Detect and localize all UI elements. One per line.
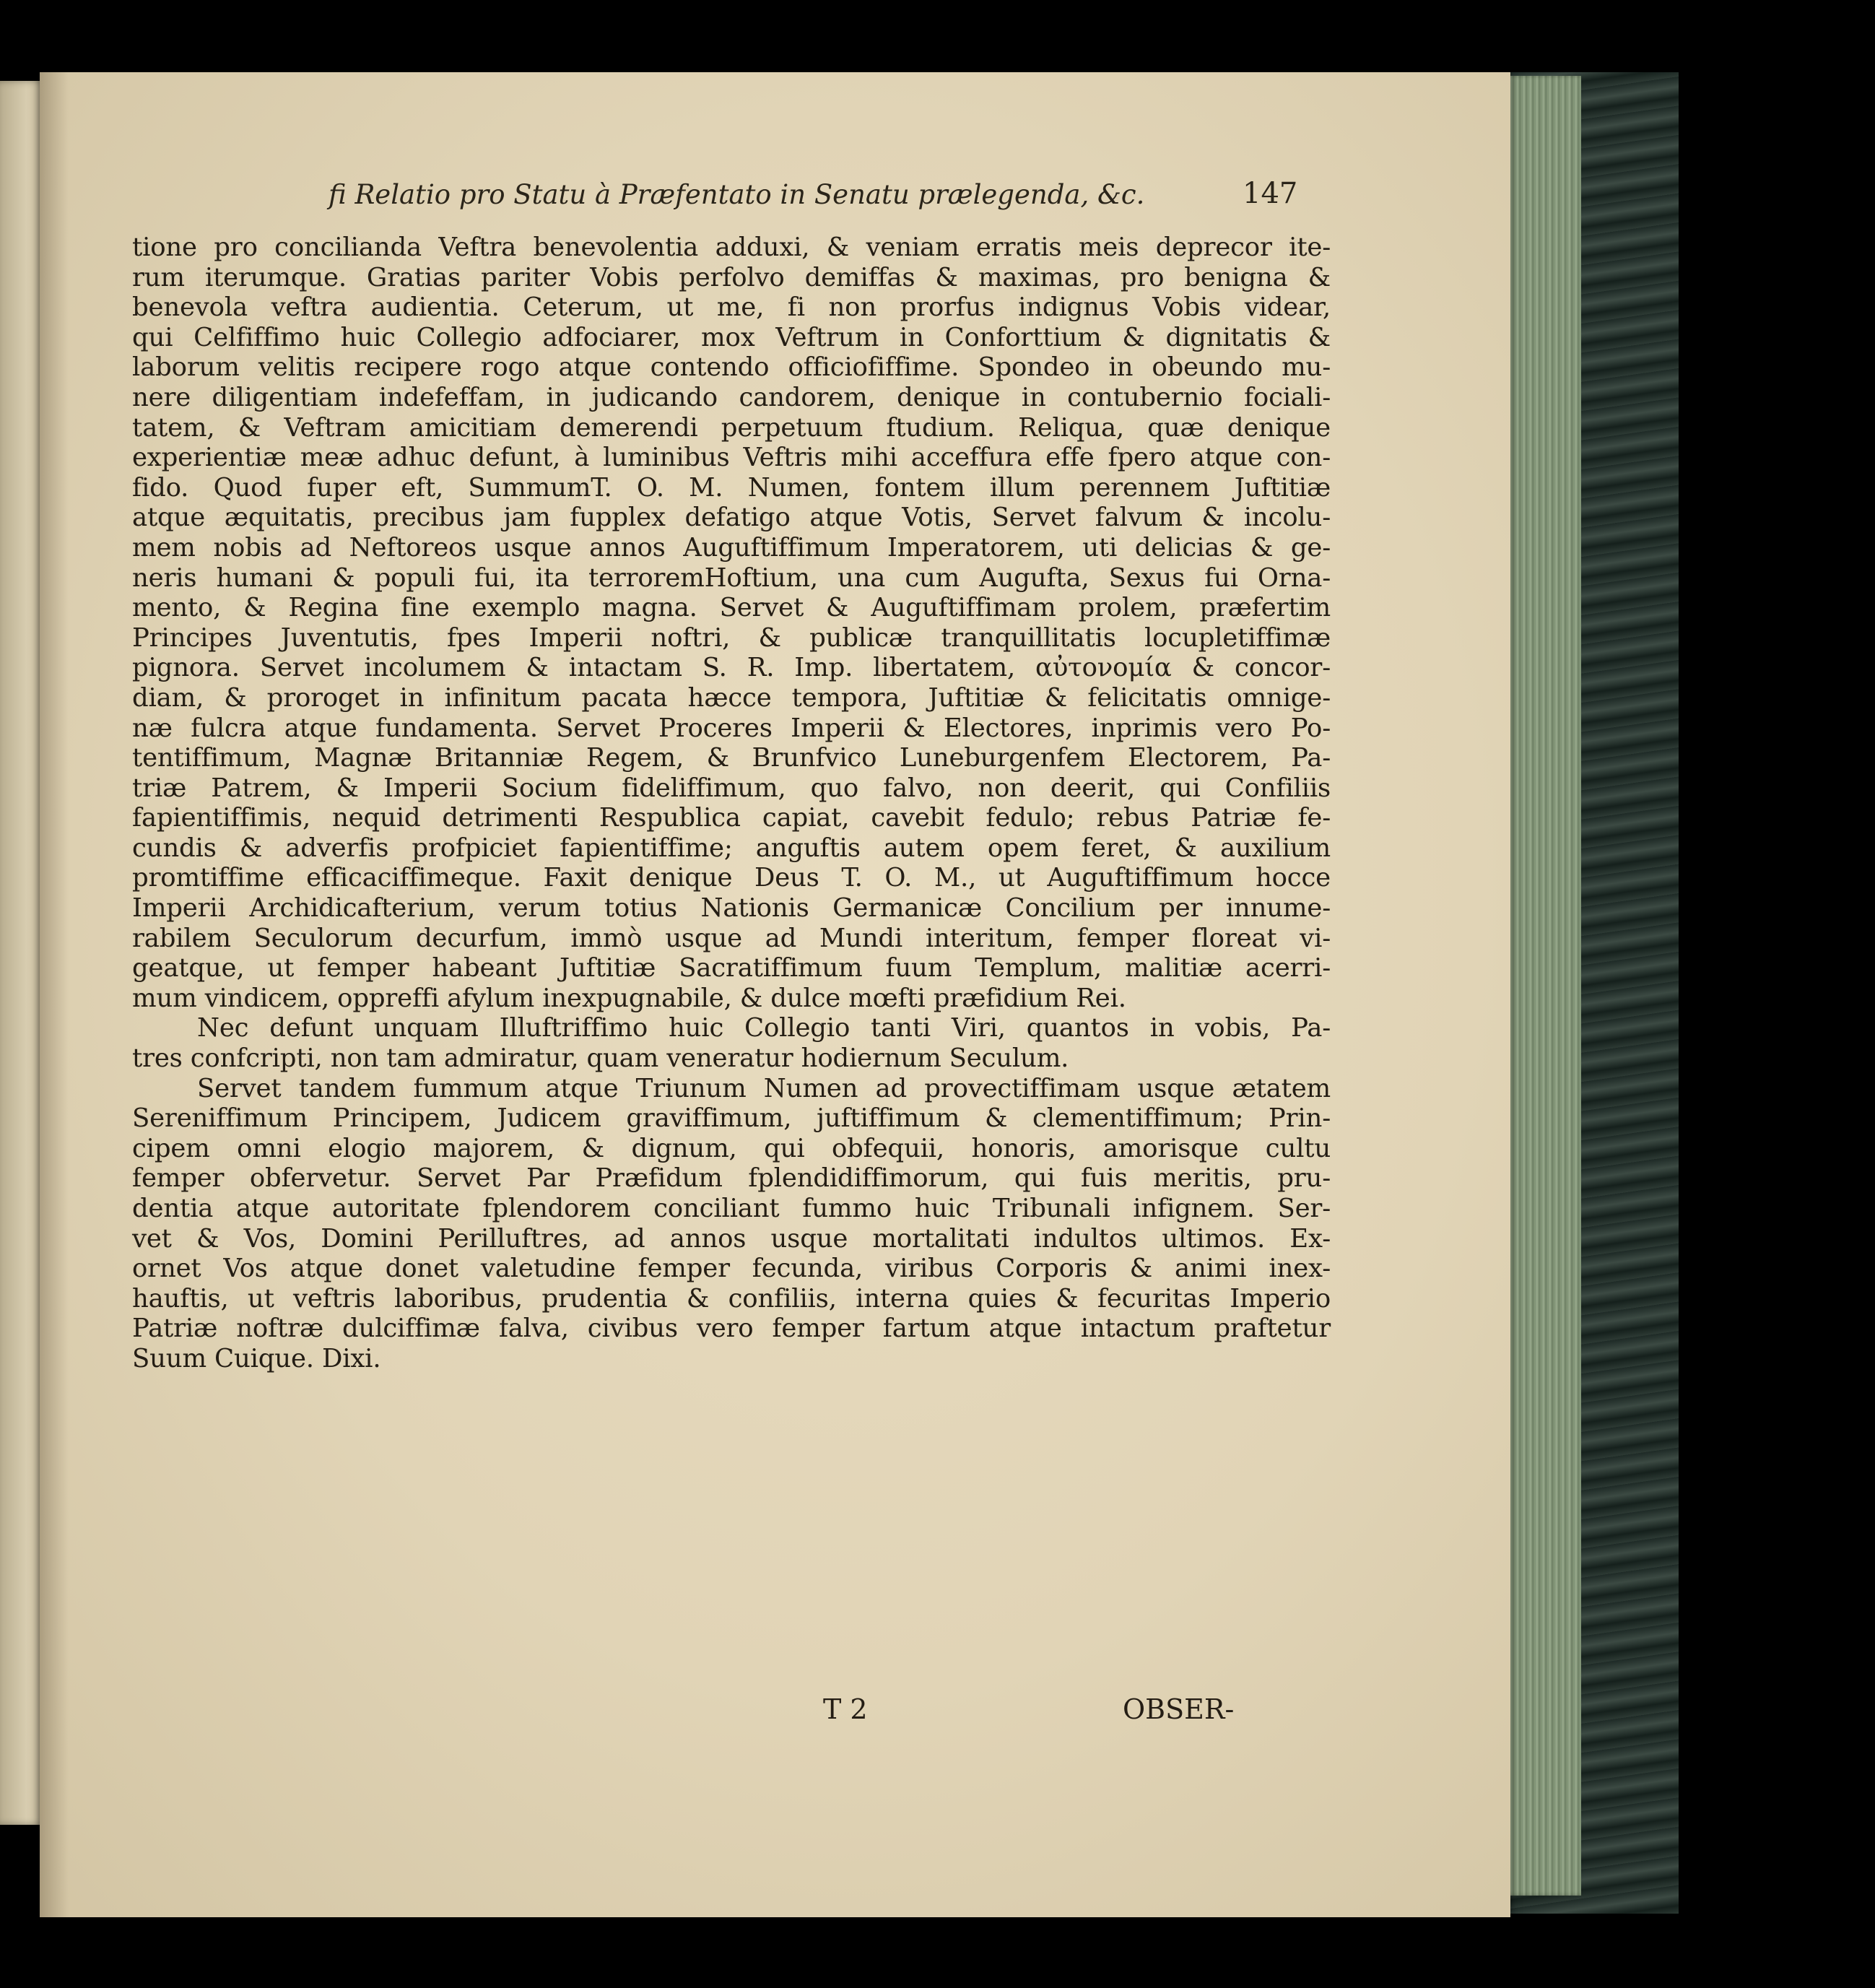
text-line: mem nobis ad Neftoreos usque annos Auguftiffimum Imperatorem, uti delicias & ge- <box>132 532 1331 563</box>
text-line: Suum Cuique. Dixi. <box>132 1343 381 1373</box>
text-line: nere diligentiam indefeffam, in judicando candorem, denique in contubernio fociali- <box>132 382 1331 412</box>
text-line: experientiæ meæ adhuc defunt, à luminibus Veftris mihi acceffura effe fpero atque con- <box>132 443 1331 473</box>
text-line: fido. Quod fuper eft, SummumT. O. M. Numen, fontem illum perennem Juftitiæ <box>132 472 1331 503</box>
page-number: 147 <box>1243 177 1298 210</box>
text-line: tatem, & Veftram amicitiam demerendi perpetuum ftudium. Reliqua, quæ denique <box>132 412 1331 443</box>
text-line: fapientiffimis, nequid detrimenti Respublica capiat, cavebit fedulo; rebus Patriæ fe- <box>132 803 1331 833</box>
text-line: Servet tandem fummum atque Triunum Numen ad provectiffimam usque ætatem <box>197 1073 1331 1103</box>
text-line: Principes Juventutis, fpes Imperii noftri, & publicæ tranquillitatis locupletiffimæ <box>132 622 1331 653</box>
catchword: OBSER- <box>1123 1693 1235 1725</box>
text-line: geatque, ut femper habeant Juftitiæ Sacratiffimum fuum Templum, malitiæ acerri- <box>132 953 1331 984</box>
text-line: diam, & proroget in infinitum pacata hæcce tempora, Juftitiæ & felicitatis omnige- <box>132 682 1331 713</box>
facing-page-edge <box>0 81 45 1825</box>
text-line: femper obfervetur. Servet Par Præfidum fplendidiffimorum, qui fuis meritis, pru- <box>132 1163 1331 1194</box>
body-text <box>132 233 1331 1374</box>
text-line: rum iterumque. Gratias pariter Vobis perfolvo demiffas & maximas, pro benigna & <box>132 262 1331 292</box>
text-line: triæ Patrem, & Imperii Socium fideliffimum, quo falvo, non deerit, qui Confiliis <box>132 773 1331 803</box>
text-line: hauftis, ut veftris laboribus, prudentia & confiliis, interna quies & fecuritas Imperio <box>132 1283 1331 1314</box>
text-line: cipem omni elogio majorem, & dignum, qui obfequii, honoris, amorisque cultu <box>132 1133 1331 1163</box>
text-line: qui Celfiffimo huic Collegio adfociarer, mox Veftrum in Conforttium & dignitatis & <box>132 322 1331 352</box>
text-line: Patriæ noftræ dulciffimæ falva, civibus vero femper fartum atque intactum praftetur <box>132 1314 1331 1344</box>
text-line: pignora. Servet incolumem & intactam S. R. Imp. libertatem, αὐτονομία & concor- <box>132 653 1331 683</box>
book-page <box>40 72 1510 1917</box>
text-line: ornet Vos atque donet valetudine femper fecunda, viribus Corporis & animi inex- <box>132 1254 1331 1284</box>
text-line: mento, & Regina fine exemplo magna. Servet & Auguftiffimam prolem, præfertim <box>132 593 1331 623</box>
text-line: tentiffimum, Magnæ Britanniæ Regem, & Brunfvico Luneburgenfem Electorem, Pa- <box>132 743 1331 773</box>
text-line: Imperii Archidicafterium, verum totius Nationis Germanicæ Concilium per innume- <box>132 893 1331 924</box>
running-head: fi Relatio pro Statu à Præfentato in Senatu prælegenda, &c. <box>329 179 1145 210</box>
text-line: tres confcripti, non tam admiratur, quam veneratur hodiernum Seculum. <box>132 1043 1069 1074</box>
signature-mark: T 2 <box>823 1693 868 1725</box>
text-line: næ fulcra atque fundamenta. Servet Proceres Imperii & Electores, inprimis vero Po- <box>132 713 1331 743</box>
text-line: vet & Vos, Domini Perilluftres, ad annos usque mortalitati indultos ultimos. Ex- <box>132 1223 1331 1254</box>
text-line: tione pro concilianda Veftra benevolentia adduxi, & veniam erratis meis deprecor ite- <box>132 233 1331 262</box>
text-line: dentia atque autoritate fplendorem conciliant fummo huic Tribunali infignem. Ser- <box>132 1194 1331 1223</box>
text-line: Sereniffimum Principem, Judicem graviffimum, juftiffimum & clementiffimum; Prin- <box>132 1103 1331 1134</box>
text-line: atque æquitatis, precibus jam fupplex defatigo atque Votis, Servet falvum & incolu- <box>132 503 1331 533</box>
text-line: Nec defunt unquam Illuftriffimo huic Collegio tanti Viri, quantos in vobis, Pa- <box>197 1013 1331 1043</box>
text-line: promtiffime efficaciffimeque. Faxit denique Deus T. O. M., ut Auguftiffimum hocce <box>132 863 1331 893</box>
text-line: laborum velitis recipere rogo atque contendo officiofiffime. Spondeo in obeundo mu- <box>132 352 1331 383</box>
text-line: neris humani & populi fui, ita terroremHoftium, una cum Augufta, Sexus fui Orna- <box>132 563 1331 593</box>
text-line: mum vindicem, oppreffi afylum inexpugnabile, & dulce mœfti præfidium Rei. <box>132 983 1126 1013</box>
text-line: rabilem Seculorum decurfum, immò usque ad Mundi interitum, femper floreat vi- <box>132 923 1331 953</box>
text-line: cundis & adverfis profpiciet fapientiffime; anguftis autem opem feret, & auxilium <box>132 833 1331 863</box>
text-line: benevola veftra audientia. Ceterum, ut me, fi non prorfus indignus Vobis videar, <box>132 292 1331 323</box>
